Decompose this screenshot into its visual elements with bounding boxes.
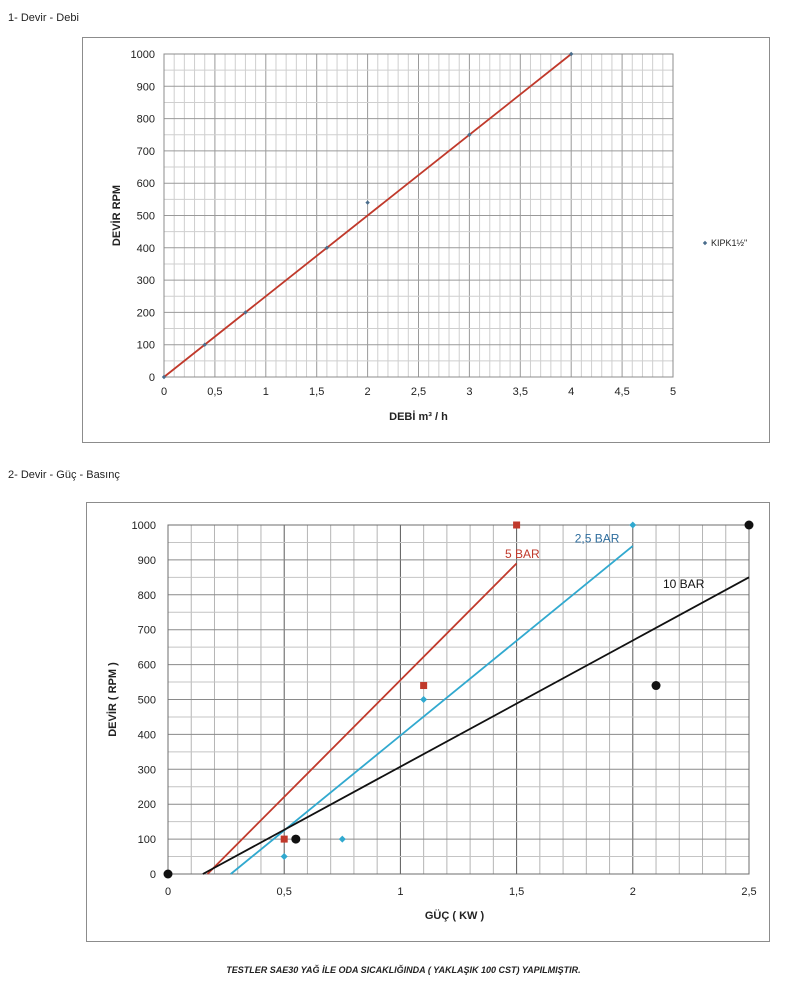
y-tick-label: 700 bbox=[136, 145, 155, 158]
x-tick-label: 1 bbox=[397, 886, 404, 898]
x-axis-label: GÜÇ ( KW ) bbox=[424, 910, 485, 922]
y-tick-label: 200 bbox=[137, 799, 156, 812]
x-tick-label: 1,5 bbox=[309, 386, 325, 398]
x-tick-label: 2,5 bbox=[410, 386, 427, 398]
data-point-diamond bbox=[339, 836, 346, 843]
devir-debi-chart bbox=[82, 37, 770, 443]
data-point bbox=[365, 200, 369, 204]
y-tick-label: 900 bbox=[136, 81, 155, 94]
data-point-circle bbox=[291, 835, 300, 844]
y-tick-label: 1000 bbox=[131, 520, 156, 532]
legend-marker bbox=[703, 241, 707, 245]
y-tick-label: 600 bbox=[136, 178, 155, 191]
y-tick-label: 400 bbox=[137, 729, 156, 742]
y-tick-label: 500 bbox=[137, 694, 156, 707]
y-tick-label: 100 bbox=[137, 834, 156, 847]
series-label: 10 BAR bbox=[663, 576, 705, 591]
x-tick-label: 3,5 bbox=[512, 386, 528, 398]
test-conditions-footnote: TESTLER SAE30 YAĞ İLE ODA SICAKLIĞINDA ( YAKLAŞIK 100 CST) YAPILMIŞTIR. bbox=[226, 965, 581, 975]
series-label: 2,5 BAR bbox=[574, 531, 620, 546]
x-tick-label: 1 bbox=[262, 386, 269, 398]
data-point-square bbox=[513, 522, 520, 529]
data-point-square bbox=[281, 836, 288, 843]
x-tick-label: 1,5 bbox=[508, 886, 525, 898]
x-tick-label: 0,5 bbox=[207, 386, 223, 398]
x-tick-label: 2 bbox=[629, 886, 636, 898]
y-tick-label: 800 bbox=[136, 113, 155, 126]
x-tick-label: 3 bbox=[466, 386, 473, 398]
series-label: 5 BAR bbox=[504, 547, 540, 562]
y-tick-label: 200 bbox=[136, 307, 155, 320]
data-point-diamond bbox=[629, 522, 636, 529]
y-tick-label: 0 bbox=[149, 869, 156, 881]
y-tick-label: 400 bbox=[136, 242, 155, 255]
y-tick-label: 900 bbox=[137, 554, 156, 567]
y-tick-label: 300 bbox=[137, 764, 156, 777]
y-axis-label: DEVİR RPM bbox=[111, 184, 123, 247]
x-tick-label: 2 bbox=[364, 386, 371, 398]
x-tick-label: 4 bbox=[568, 386, 575, 398]
y-tick-label: 800 bbox=[137, 589, 156, 602]
data-point-circle bbox=[164, 870, 173, 879]
y-tick-label: 700 bbox=[137, 624, 156, 637]
devir-debi-plot bbox=[83, 38, 769, 442]
x-tick-label: 2,5 bbox=[741, 886, 757, 898]
data-point-diamond bbox=[281, 853, 288, 860]
devir-guc-basinc-chart bbox=[86, 502, 770, 942]
x-tick-label: 5 bbox=[669, 386, 677, 398]
data-point-circle bbox=[745, 521, 754, 530]
chart1-section-title: 1- Devir - Debi bbox=[8, 12, 79, 24]
x-tick-label: 0 bbox=[164, 886, 172, 898]
y-axis-label: DEVİR ( RPM ) bbox=[107, 662, 119, 737]
y-tick-label: 1000 bbox=[130, 49, 155, 61]
y-tick-label: 100 bbox=[136, 339, 155, 352]
devir-guc-basinc-plot bbox=[87, 503, 769, 941]
trendline bbox=[203, 577, 749, 874]
chart1-grid bbox=[164, 54, 673, 377]
y-tick-label: 600 bbox=[137, 659, 156, 672]
y-tick-label: 500 bbox=[136, 210, 155, 223]
x-axis-label: DEBİ m³ / h bbox=[389, 411, 448, 423]
data-point-square bbox=[420, 682, 427, 689]
chart2-section-title: 2- Devir - Güç - Basınç bbox=[8, 469, 120, 481]
y-tick-label: 0 bbox=[148, 372, 155, 384]
y-tick-label: 300 bbox=[136, 275, 155, 288]
x-tick-label: 0,5 bbox=[276, 886, 292, 898]
data-point-circle bbox=[652, 681, 661, 690]
data-point-diamond bbox=[420, 696, 427, 703]
legend-label: KIPK1½" bbox=[711, 238, 748, 248]
x-tick-label: 0 bbox=[160, 386, 168, 398]
chart2-grid bbox=[168, 525, 749, 874]
x-tick-label: 4,5 bbox=[614, 386, 630, 398]
